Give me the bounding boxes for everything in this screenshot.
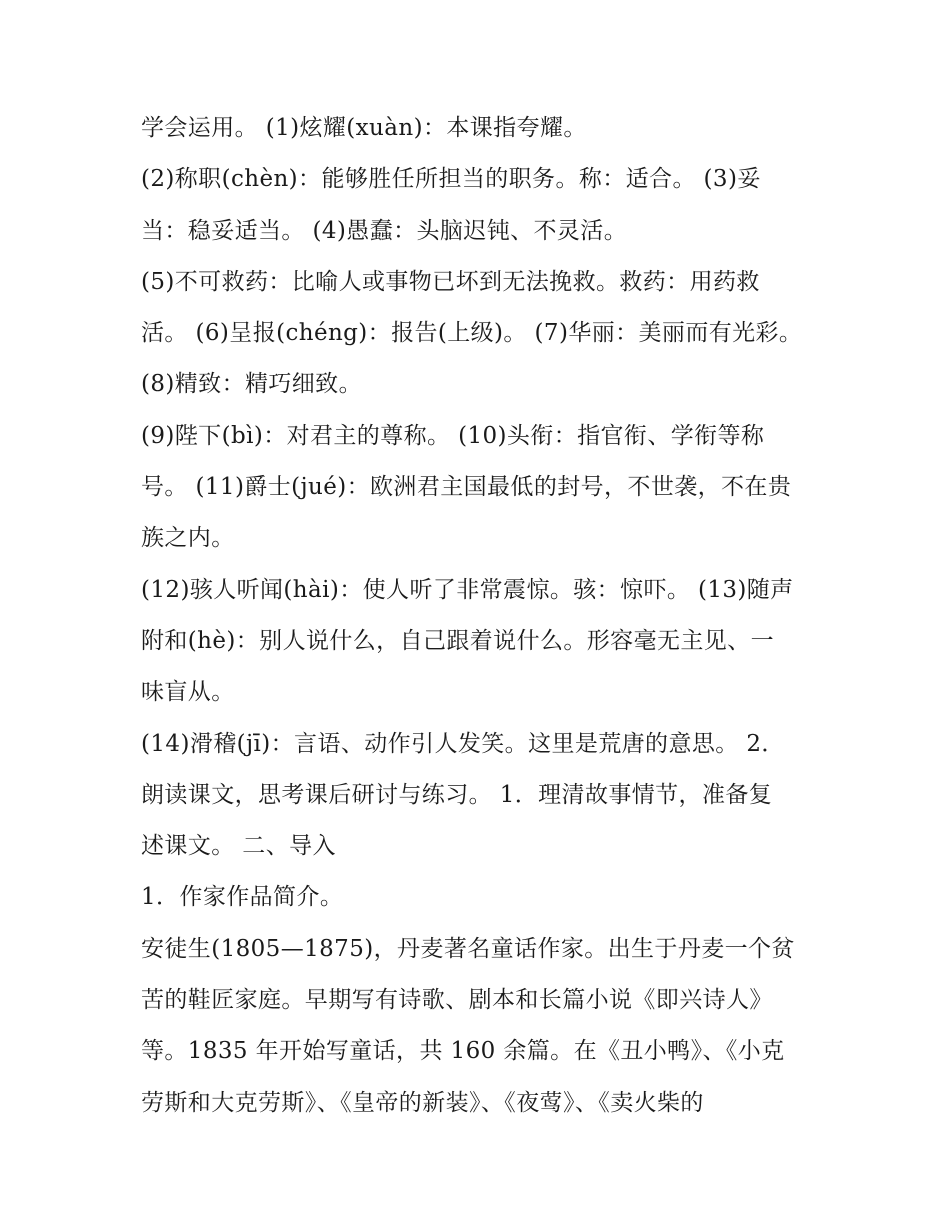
text-line: 劳斯和大克劳斯》、《皇帝的新装》、《夜莺》、《卖火柴的	[141, 1089, 704, 1116]
text-line: 1．作家作品简介。	[141, 884, 344, 911]
text-line: 族之内。	[141, 525, 235, 552]
text-line: 号。 (11)爵士(jué)：欧洲君主国最低的封号，不世袭，不在贵	[141, 474, 792, 501]
text-line: 朗读课文，思考课后研讨与练习。 1．理清故事情节，准备复	[141, 781, 773, 808]
text-line: 附和(hè)：别人说什么，自己跟着说什么。形容毫无主见、一	[141, 627, 774, 654]
text-line: 等。1835 年开始写童话，共 160 余篇。在《丑小鸭》、《小克	[141, 1038, 785, 1065]
text-line: (14)滑稽(jī)：言语、动作引人发笑。这里是荒唐的意思。 2．	[141, 730, 785, 757]
text-line: 苦的鞋匠家庭。早期写有诗歌、剧本和长篇小说《即兴诗人》	[141, 987, 773, 1014]
text-line: (8)精致：精巧细致。	[141, 371, 362, 398]
text-line: (2)称职(chèn)：能够胜任所担当的职务。称：适合。 (3)妥	[141, 166, 761, 193]
text-line: 活。 (6)呈报(chéng)：报告(上级)。 (7)华丽：美丽而有光彩。	[141, 320, 803, 347]
text-line: 当：稳妥适当。 (4)愚蠢：头脑迟钝、不灵活。	[141, 217, 628, 244]
text-line: 学会运用。 (1)炫耀(xuàn)：本课指夸耀。	[141, 115, 587, 141]
text-line: (12)骇人听闻(hài)：使人听了非常震惊。骇：惊吓。 (13)随声	[141, 576, 794, 603]
document-body	[141, 103, 821, 1129]
text-line: (5)不可救药：比喻人或事物已坏到无法挽救。救药：用药救	[141, 268, 760, 295]
text-line: 安徒生(1805—1875)，丹麦著名童话作家。出生于丹麦一个贫	[141, 935, 795, 962]
text-line: (9)陛下(bì)：对君主的尊称。 (10)头衔：指官衔、学衔等称	[141, 422, 765, 449]
text-line: 述课文。 二、导入	[141, 833, 336, 860]
text-line: 味盲从。	[141, 679, 235, 706]
